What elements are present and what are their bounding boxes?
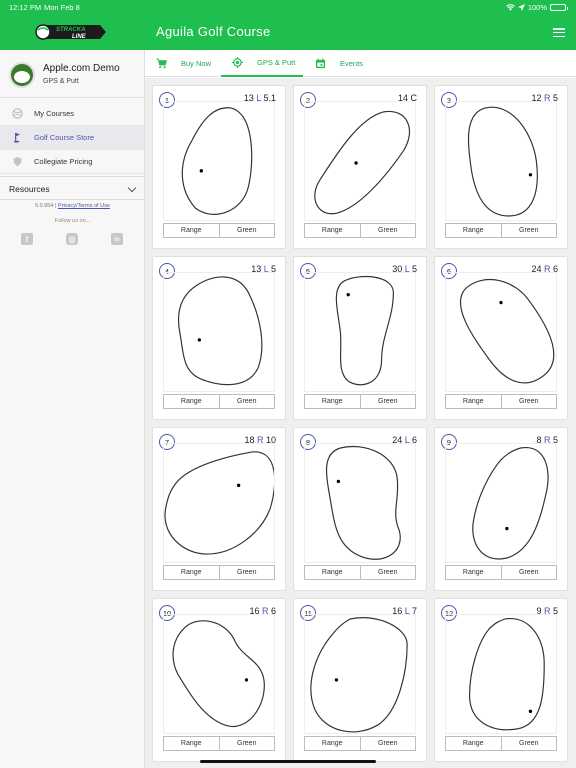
pin-marker — [505, 527, 508, 530]
green-card-hole-10 — [152, 598, 286, 762]
tab-bar — [145, 50, 576, 77]
version-line: 5.0.954 | Privacy/Terms of Use — [35, 203, 110, 209]
pin-marker — [347, 293, 350, 296]
green-outline[interactable] — [163, 272, 275, 392]
pin-marker — [245, 678, 248, 681]
green-outline[interactable] — [445, 272, 557, 392]
instagram-icon[interactable]: ◎ — [66, 233, 78, 245]
wifi-icon — [506, 4, 515, 11]
range-button[interactable]: Range — [462, 740, 484, 747]
home-indicator[interactable] — [200, 760, 376, 763]
green-button[interactable]: Green — [501, 737, 557, 750]
green-outline[interactable] — [445, 101, 557, 221]
sidebar-item-my-courses[interactable] — [0, 102, 144, 126]
green-info: 24 L 6 — [392, 435, 417, 445]
location-icon — [518, 4, 525, 11]
hole-number: 7 — [159, 434, 175, 450]
tab-events[interactable] — [315, 50, 375, 77]
status-bar — [0, 0, 576, 14]
card-buttons — [163, 565, 275, 580]
card-buttons — [304, 223, 416, 238]
linkedin-icon[interactable]: in — [111, 233, 123, 245]
card-buttons — [445, 736, 557, 751]
green-card-hole-8 — [293, 427, 427, 591]
green-button[interactable]: Green — [219, 566, 275, 579]
hole-number: 3 — [441, 92, 457, 108]
calendar-icon — [315, 58, 326, 69]
battery-icon — [550, 4, 566, 11]
green-card-hole-12 — [434, 598, 568, 762]
pin-marker — [499, 301, 502, 304]
green-info: 24 R 6 — [531, 264, 558, 274]
status-time: 12:12 PM — [9, 3, 42, 12]
tab-label: Buy Now — [181, 59, 212, 68]
card-buttons — [445, 394, 557, 409]
hole-number: 2 — [300, 92, 316, 108]
range-button[interactable]: Range — [321, 740, 343, 747]
card-buttons — [445, 565, 557, 580]
range-button[interactable]: Range — [321, 398, 343, 405]
range-button[interactable]: Range — [462, 569, 484, 576]
tab-label: GPS & Putt — [257, 58, 296, 67]
profile-name: Apple.com Demo — [43, 63, 120, 74]
range-button[interactable]: Range — [462, 227, 484, 234]
card-buttons — [163, 223, 275, 238]
pin-marker — [354, 161, 357, 164]
social-links — [0, 233, 145, 247]
resources-section-toggle[interactable] — [0, 176, 144, 200]
green-button[interactable]: Green — [501, 566, 557, 579]
card-buttons — [163, 394, 275, 409]
hole-number: 8 — [300, 434, 316, 450]
green-info: 13 L 5.1 — [243, 93, 276, 103]
version-number: 5.0.954 — [35, 203, 54, 209]
green-outline[interactable] — [163, 101, 275, 221]
privacy-terms-link[interactable]: Privacy/Terms of Use — [57, 203, 110, 209]
green-card-hole-3 — [434, 85, 568, 249]
app-header — [0, 0, 576, 50]
green-info: 16 R 6 — [249, 606, 276, 616]
stracka-line-logo — [34, 22, 106, 42]
pin-marker — [335, 678, 338, 681]
green-button[interactable]: Green — [501, 395, 557, 408]
hole-number: 1 — [159, 92, 175, 108]
green-card-hole-2 — [293, 85, 427, 249]
resources-label: Resources — [9, 184, 50, 194]
profile-card[interactable] — [0, 50, 144, 98]
range-button[interactable]: Range — [180, 569, 202, 576]
greens-grid — [145, 78, 576, 768]
range-button[interactable]: Range — [180, 740, 202, 747]
range-button[interactable]: Range — [462, 398, 484, 405]
green-outline[interactable] — [445, 443, 557, 563]
pin-marker — [337, 480, 340, 483]
cart-icon — [156, 58, 167, 69]
hole-number: 10 — [159, 605, 175, 621]
page-title: Aguila Golf Course — [156, 24, 271, 39]
hole-number: 12 — [441, 605, 457, 621]
card-buttons — [304, 394, 416, 409]
green-card-hole-7 — [152, 427, 286, 591]
avatar — [9, 62, 35, 88]
hole-number: 4 — [159, 263, 175, 279]
green-button[interactable]: Green — [360, 566, 416, 579]
green-button[interactable]: Green — [360, 737, 416, 750]
shield-icon — [12, 156, 23, 167]
card-buttons — [163, 736, 275, 751]
hamburger-menu-icon[interactable] — [553, 28, 565, 37]
battery-percent: 100% — [527, 3, 547, 12]
range-button[interactable]: Range — [321, 227, 343, 234]
green-info: 14 C — [397, 93, 417, 103]
green-info: 8 R 5 — [536, 435, 558, 445]
chevron-down-icon — [128, 184, 136, 192]
green-outline[interactable] — [304, 614, 416, 734]
card-buttons — [445, 223, 557, 238]
svg-text:LINE: LINE — [72, 34, 86, 40]
facebook-icon[interactable]: f — [21, 233, 33, 245]
green-outline[interactable] — [445, 614, 557, 734]
hole-number: 9 — [441, 434, 457, 450]
green-outline[interactable] — [304, 272, 416, 392]
pin-marker — [529, 710, 532, 713]
hole-number: 5 — [300, 263, 316, 279]
golf-flag-icon — [12, 132, 23, 143]
green-outline[interactable] — [163, 614, 275, 734]
green-info: 9 R 5 — [536, 606, 558, 616]
sidebar-item-label: Golf Course Store — [34, 133, 95, 142]
green-info: 30 L 5 — [392, 264, 417, 274]
green-card-hole-9 — [434, 427, 568, 591]
green-info: 13 L 5 — [251, 264, 276, 274]
hole-number: 6 — [441, 263, 457, 279]
svg-text:STRACKA: STRACKA — [56, 27, 86, 33]
sidebar — [0, 50, 145, 768]
pin-marker — [198, 338, 201, 341]
hole-number: 11 — [300, 605, 316, 621]
card-buttons — [304, 565, 416, 580]
gps-target-icon — [232, 57, 243, 68]
pin-marker — [200, 169, 203, 172]
profile-subtitle: GPS & Putt — [43, 78, 79, 85]
sidebar-item-collegiate-pricing[interactable] — [0, 150, 144, 174]
tab-gps-putt[interactable] — [221, 50, 303, 77]
range-button[interactable]: Range — [180, 227, 202, 234]
green-card-hole-11 — [293, 598, 427, 762]
green-button[interactable]: Green — [219, 395, 275, 408]
sidebar-item-label: My Courses — [34, 109, 75, 118]
sidebar-item-label: Collegiate Pricing — [34, 157, 93, 166]
green-card-hole-4 — [152, 256, 286, 420]
green-card-hole-1 — [152, 85, 286, 249]
green-card-hole-6 — [434, 256, 568, 420]
tab-buy-now[interactable] — [156, 50, 222, 77]
green-button[interactable]: Green — [360, 224, 416, 237]
green-button[interactable]: Green — [501, 224, 557, 237]
green-button[interactable]: Green — [360, 395, 416, 408]
green-info: 18 R 10 — [244, 435, 276, 445]
green-info: 16 L 7 — [392, 606, 417, 616]
status-right — [506, 3, 566, 12]
green-info: 12 R 5 — [531, 93, 558, 103]
green-outline[interactable] — [304, 101, 416, 221]
green-button[interactable]: Green — [219, 224, 275, 237]
status-date: Mon Feb 8 — [44, 3, 80, 12]
tab-label: Events — [340, 59, 363, 68]
card-buttons — [304, 736, 416, 751]
green-card-hole-5 — [293, 256, 427, 420]
range-button[interactable]: Range — [321, 569, 343, 576]
pin-marker — [237, 484, 240, 487]
pin-marker — [529, 173, 532, 176]
follow-text: Follow us on... — [54, 218, 91, 224]
sidebar-item-golf-course-store[interactable] — [0, 126, 144, 150]
green-button[interactable]: Green — [219, 737, 275, 750]
range-button[interactable]: Range — [180, 398, 202, 405]
globe-icon — [12, 108, 23, 119]
green-outline[interactable] — [163, 443, 275, 563]
green-outline[interactable] — [304, 443, 416, 563]
